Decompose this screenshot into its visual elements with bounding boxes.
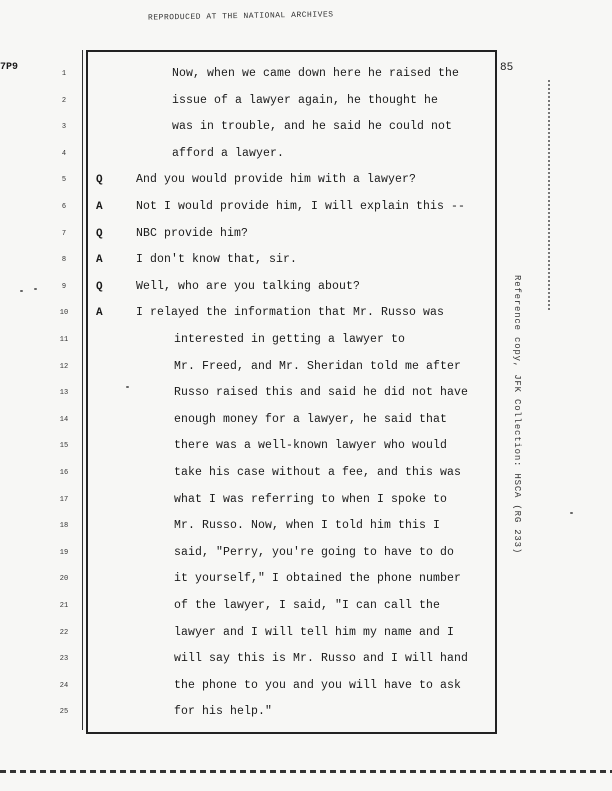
line-number: 2	[61, 96, 67, 105]
line-number: 6	[61, 203, 67, 211]
line-number: 24	[59, 681, 69, 690]
line-number: 1	[61, 70, 67, 78]
line-text: will say this is Mr. Russo and I will hand	[174, 652, 469, 666]
line-text: was in trouble, and he said he could not	[172, 120, 453, 134]
line-text: it yourself," I obtained the phone number	[174, 572, 462, 586]
line-number: 8	[61, 256, 67, 265]
line-text: Mr. Freed, and Mr. Sheridan told me after	[174, 359, 462, 373]
line-number: 16	[59, 469, 69, 477]
page-id: 7P9	[0, 62, 19, 73]
speaker-label: Q	[96, 174, 103, 187]
line-number: 23	[59, 655, 69, 664]
scan-speck	[126, 386, 129, 388]
speaker-label: A	[96, 201, 103, 213]
line-number: 14	[59, 415, 69, 424]
archive-header-stamp: REPRODUCED AT THE NATIONAL ARCHIVES	[147, 10, 334, 23]
line-number: 20	[59, 575, 69, 584]
line-text: of the lawyer, I said, "I can call the	[174, 599, 441, 612]
line-text: interested in getting a lawyer to	[174, 333, 406, 346]
line-number: 13	[59, 389, 69, 398]
speaker-label: Q	[96, 227, 103, 240]
line-text: the phone to you and you will have to ask	[174, 678, 462, 692]
left-margin-rule	[82, 50, 83, 730]
speaker-label: A	[96, 254, 103, 267]
line-text: Mr. Russo. Now, when I told him this I	[174, 519, 441, 533]
line-number: 19	[59, 548, 69, 557]
line-number: 5	[61, 176, 67, 185]
line-number: 7	[61, 229, 67, 238]
line-text: And you would provide him with a lawyer?	[136, 173, 417, 187]
scan-edge-right	[548, 80, 552, 310]
line-number: 22	[59, 628, 69, 637]
line-text: there was a well-known lawyer who would	[174, 439, 448, 453]
line-text: Now, when we came down here he raised the	[172, 67, 460, 80]
line-number: 21	[59, 602, 69, 610]
scan-edge-bottom	[0, 770, 612, 773]
scan-speck	[570, 512, 573, 514]
line-number: 10	[59, 309, 69, 318]
line-text: afford a lawyer.	[172, 146, 285, 160]
scan-speck	[20, 290, 23, 292]
line-text: issue of a lawyer again, he thought he	[172, 93, 439, 107]
line-text: Russo raised this and said he did not have	[174, 386, 469, 400]
line-text: said, "Perry, you're going to have to do	[174, 545, 455, 559]
line-text: for his help."	[174, 705, 273, 719]
line-number: 15	[59, 442, 69, 451]
line-text: take his case without a fee, and this was	[174, 466, 462, 479]
line-text: lawyer and I will tell him my name and I	[174, 625, 455, 639]
line-number: 4	[61, 149, 67, 158]
line-text: Well, who are you talking about?	[136, 279, 361, 293]
line-number: 25	[59, 708, 69, 717]
reference-copy-side-stamp: Reference copy, JFK Collection: HSCA (RG 233)	[512, 275, 522, 555]
line-number: 9	[61, 282, 67, 291]
scan-speck	[34, 288, 37, 290]
line-number: 11	[59, 336, 69, 344]
line-number: 12	[59, 362, 69, 371]
line-number: 17	[59, 495, 69, 504]
line-text: what I was referring to when I spoke to	[174, 492, 448, 506]
speaker-label: Q	[96, 280, 103, 293]
line-number: 18	[59, 522, 69, 531]
line-text: Not I would provide him, I will explain this --	[136, 200, 466, 213]
line-text: enough money for a lawyer, he said that	[174, 412, 448, 426]
speaker-label: A	[96, 307, 103, 320]
page-number: 85	[500, 62, 514, 74]
line-text: I don't know that, sir.	[136, 253, 298, 267]
line-text: I relayed the information that Mr. Russo was	[136, 306, 445, 320]
line-number: 3	[61, 123, 67, 132]
line-text: NBC provide him?	[136, 226, 249, 240]
